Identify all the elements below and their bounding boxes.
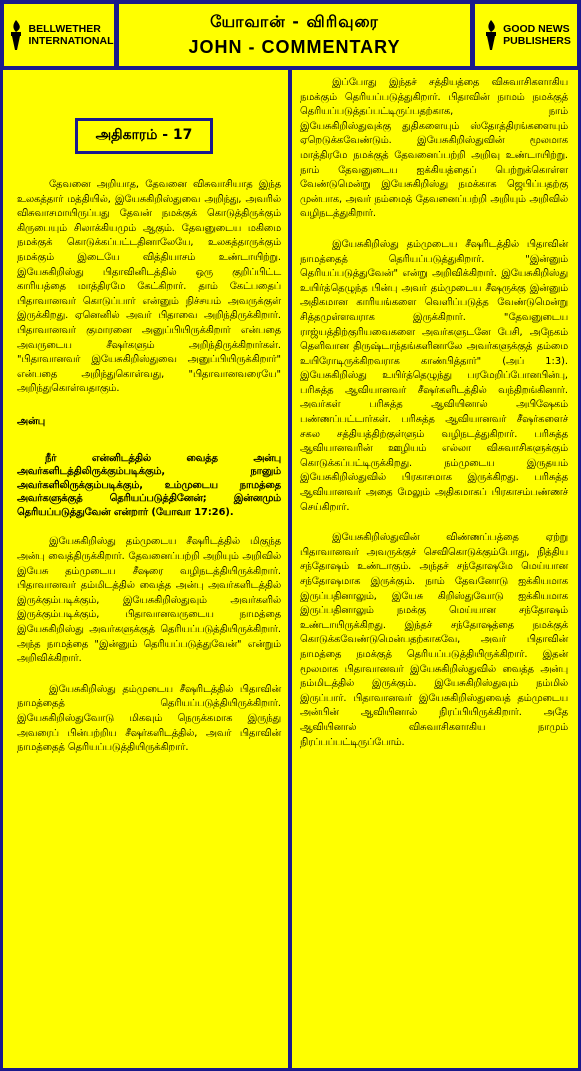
torch-icon [481, 18, 501, 52]
right-logo-line1: GOOD NEWS [503, 23, 570, 35]
left-logo-line1: BELLWETHER [28, 23, 101, 35]
left-paragraph-2: இயேசுகிறிஸ்து தம்முடைய சீஷரிடத்தில் மிகுந்த அன்பு வைத்திருக்கிறார். தேவனைப்பற்றி அறியும் அறிவில் இயேசு தம்முடைய சீஷரை வழிநடத்தியிருக்கிறார். பிதாவானவர் தம்மிடத்தில் வைத்த அன்பு அவர்களிடத்தில் இருக்கும்படிக்கும், இயேசுகிறிஸ்துவும் அவர்களில் இருக்கும்படிக்கும், பிதாவானவருடைய நாமத்தை இயேசுகிறிஸ்து அவர்களுக்குத் தெரியப்படுத்தியிருக்கிறார். அந்த நாமத்தை "இன்னும் தெரியப்படுத்துவேன்" என்றும் அறிவிக்கிறார். [17, 536, 281, 665]
left-paragraph-3: இயேசுகிறிஸ்து தம்முடைய சீஷரிடத்தில் பிதாவின் நாமத்தைத் தெரியப்படுத்தியிருக்கிறார். இயேசுகிறிஸ்துவோடு மிகவும் நெருக்கமாக இருந்து அவரைப் பின்பற்றிய சீஷர்களிடத்தில், அவர் பிதாவின் நாமத்தைத் தெரியப்படுத்தியிருக்கிறார். [17, 683, 281, 754]
good-news-logo [474, 3, 578, 67]
header [3, 3, 578, 67]
left-paragraph-1: தேவனை அறியாத, தேவனை விசுவாசியாத இந்த உலகத்தார் மத்தியில், இயேசுகிறிஸ்துவை அறிந்து, அவரில் விசுவாசமாயிருப்பது தேவன் நமக்குக் கொடுத்திருக்கும் கிருபையும் சிலாக்கியமும் ஆகும். தேவனுடைய மகிமை நமக்குக் கொடுக்கப்பட்டதினாலேயே, உலகத்தாருக்கும் நமக்கும் இடையே வித்தியாசம் உண்டாயிற்று. இயேசுகிறிஸ்து பிதாவினிடத்தில் ஒரு குறிப்பிட்ட காரியத்தை மாத்திரமே கேட்கிறார். தாம் கேட்பதைப் பிதாவானவர் கொடுப்பார் என்னும் நிச்சயம் அவருக்குள் இருக்கிறது. ஏனெனில் அவர் பிதாவை அறிந்திருக்கிறார். பிதாவானவர் குமாரனை அனுப்பியிருக்கிறார் என்பதை அவருடைய சீஷர்களும் அறிந்திருக்கிறார்கள். "பிதாவானவர் இயேசுகிறிஸ்துவை அனுப்பியிருக்கிறார்" என்பதை அறிந்துகொள்வது, "பிதாவானவரையே" அறிந்துகொள்வதாகும். [17, 179, 281, 395]
title-box [118, 3, 471, 67]
right-column [292, 70, 578, 1068]
chapter-heading: அதிகாரம் - 17 [75, 118, 213, 154]
title-english: JOHN - COMMENTARY [188, 37, 401, 57]
section-subheading: அன்பு [17, 415, 46, 427]
right-paragraph-3: இயேசுகிறிஸ்துவின் விண்ணப்பத்தை ஏற்று பிதாவானவர் அவருக்குச் செவிகொடுக்கும்போது, நித்திய சந்தோஷம் உண்டாகும். அந்தச் சந்தோஷமே மெய்யான சந்தோஷமாக இருக்கும். நாம் தேவனோடு ஐக்கியமாக இருப்பதினாலும், இயேசு கிறிஸ்துவோடு ஐக்கியமாக இருப்பதினாலும் நமக்கு மெய்யான சந்தோஷம் உண்டாயிருக்கிறது. இந்தச் சந்தோஷத்தை நமக்குக் கொடுக்கவேண்டுமென்பதற்காகவே, அவர் பிதாவின் நாமத்தை நமக்குத் தெரியப்படுத்தியிருக்கிறார். இதன் மூலமாக பிதாவானவர் இயேசுகிறிஸ்துவில் வைத்த அன்பு நம்மிடத்தில் இருக்கும். இயேசுகிறிஸ்துவும் நம்மில் இருப்பார். பிதாவானவர் இயேசுகிறிஸ்துவைத் தம்முடைய அன்பின் ஆவியினால் நிரப்பியிருக்கிறார். அதே ஆவியினால் விசுவாசிகளாகிய நாமும் நிரப்பப்பட்டிருப்போம். [300, 532, 568, 748]
bellwether-logo [3, 3, 115, 67]
right-paragraph-1: இப்போது இந்தச் சத்தியத்தை விசுவாசிகளாகிய நமக்கும் தெரியப்படுத்துகிறார். பிதாவின் நாமம் நமக்குத் தெரியப்படுத்தப்பட்டிருப்பதற்காக, நாம் இயேசுகிறிஸ்துவுக்கு துதிகளையும் ஸ்தோத்திரங்களையும் ஏறெடுக்கவேண்டும். இயேசுகிறிஸ்துவின் மூலமாக மாத்திரமே நமக்குத் தேவனைப்பற்றி அறிவு உண்டாயிற்று. நாம் தேவனுடைய ஐக்கியத்தைப் பெற்றுக்கொள்ள வேண்டுமென்று இயேசுகிறிஸ்து நமக்காக ஜெபிப்பதற்கு முன்பாக, அவர் நம்மைத் தேவனைப்பற்றி அறியும் அறிவில் வழிநடத்துகிறார். [300, 77, 568, 220]
torch-icon [5, 18, 27, 52]
left-column [3, 70, 288, 1068]
right-paragraph-2: இயேசுகிறிஸ்து தம்முடைய சீஷரிடத்தில் பிதாவின் நாமத்தைத் தெரியப்படுத்துகிறார். "இன்னும் தெரியப்படுத்துவேன்" என்று அறிவிக்கிறார். இயேசுகிறிஸ்து உயிர்த்தெழுந்த பின்பு அவர் தம்முடைய சீஷருக்கு இன்னும் அதிகமான காரியங்களை வெளிப்படுத்த வேண்டுமென்று சித்தமுள்ளவராக இருக்கிறார். "தேவனுடைய ராஜ்யத்திற்குரியவைகளை அவர்களுடனே பேசி, அநேகம் தெளிவான திருஷ்டாந்தங்களினாலே அவர்களுக்குத் தம்மை உயிரோடிருக்கிறவராக காண்பித்தார்" (அப் 1:3). இயேசுகிறிஸ்து உயிர்த்தெழுந்து பரமேறிப்போனபின்பு, பரிசுத்த ஆவியானவர் சீஷர்களிடத்தில் வந்திறங்கினார். அவர்கள் பரிசுத்த ஆவியினால் அபிஷேகம் பண்ணப்பட்டார்கள். பரிசுத்த ஆவியானவர் சீஷர்களைச் சகல சத்தியத்திற்குள்ளும் வழிநடத்துகிறார். பரிசுத்த ஆவியானவரின் ஊழியம் எல்லா விசுவாசிகளுக்கும் கொடுக்கப்பட்டிருக்கிறது. நம்முடைய இருதயம் இயேசுகிறிஸ்துவில் பிரகாசமாக இருக்கிறது. பரிசுத்த ஆவியானவர் அதை மேலும் அதிகமாகப் பிரகாசம்பண்ணச் செய்கிறார். [300, 238, 568, 513]
left-logo-line2: INTERNATIONAL [28, 35, 114, 47]
title-tamil: யோவான் - விரிவுரை [210, 12, 379, 31]
right-logo-line2: PUBLISHERS [503, 35, 571, 47]
bible-verse: நீர் என்னிடத்தில் வைத்த அன்பு அவர்களிடத்திலிருக்கும்படிக்கும், நானும் அவர்களிலிருக்கும்படிக்கும், உம்முடைய நாமத்தை அவர்களுக்குத் தெரியப்படுத்தினேன்; இன்னமும் தெரியப்படுத்துவேன் என்றார் (யோவா 17:26). [17, 452, 281, 518]
